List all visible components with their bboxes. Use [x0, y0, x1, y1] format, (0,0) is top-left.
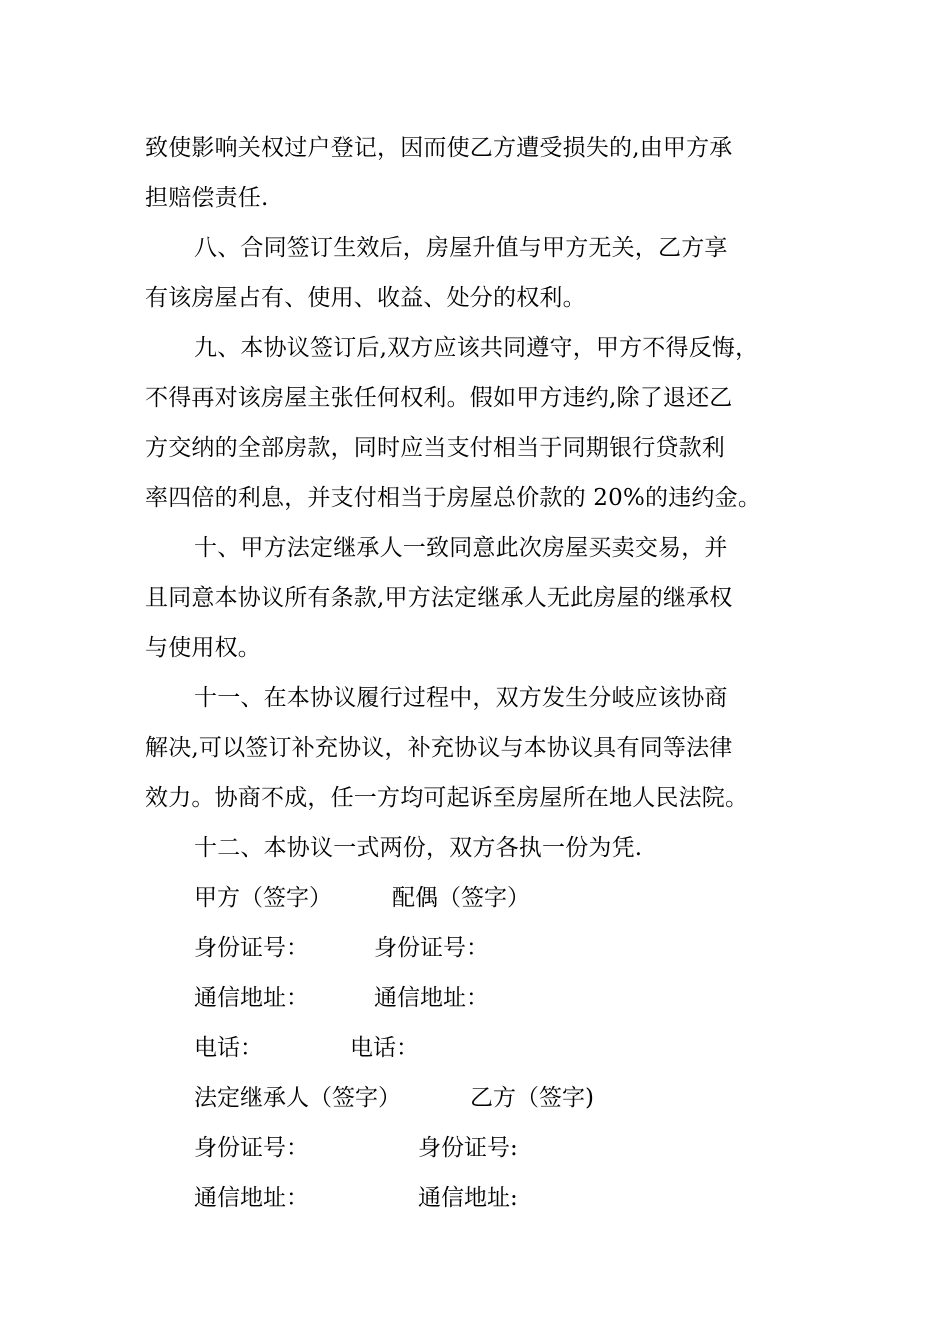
paragraph-line: 解决,可以签订补充协议，补充协议与本协议具有同等法律 [145, 735, 733, 761]
id-number-label: 身份证号： [194, 1135, 309, 1161]
phone-label: 电话： [350, 1035, 419, 1061]
paragraph-line: 不得再对该房屋主张任何权利。假如甲方违约,除了退还乙 [145, 385, 733, 411]
spouse-signature-label: 配偶（签字） [392, 885, 530, 911]
heir-signature-label: 法定继承人（签字） [194, 1085, 401, 1111]
id-number-label: 身份证号： [194, 935, 309, 961]
id-number-label: 身份证号: [418, 1135, 518, 1161]
address-label: 通信地址： [374, 985, 489, 1011]
party-b-signature-label: 乙方（签字) [470, 1085, 594, 1111]
paragraph-line: 效力。协商不成，任一方均可起诉至房屋所在地人民法院。 [145, 785, 749, 811]
clause-10-line: 十、甲方法定继承人一致同意此次房屋买卖交易，并 [194, 535, 728, 561]
address-label: 通信地址： [194, 985, 309, 1011]
paragraph-line: 担赔偿责任. [145, 185, 269, 211]
paragraph-line: 且同意本协议所有条款,甲方法定继承人无此房屋的继承权 [145, 585, 733, 611]
party-a-signature-label: 甲方（签字） [194, 885, 332, 911]
paragraph-line: 有该房屋占有、使用、收益、处分的权利。 [145, 285, 586, 311]
clause-9-line: 九、本协议签订后,双方应该共同遵守，甲方不得反悔， [194, 335, 759, 361]
clause-11-line: 十一、在本协议履行过程中，双方发生分岐应该协商 [194, 685, 728, 711]
address-label: 通信地址: [418, 1185, 518, 1211]
paragraph-line: 方交纳的全部房款，同时应当支付相当于同期银行贷款利 [145, 435, 725, 461]
phone-label: 电话： [194, 1035, 263, 1061]
id-number-label: 身份证号： [374, 935, 489, 961]
clause-8-line: 八、合同签订生效后，房屋升值与甲方无关，乙方享 [194, 235, 728, 261]
paragraph-line: 率四倍的利息，并支付相当于房屋总价款的 20%的违约金。 [145, 485, 762, 511]
clause-12-line: 十二、本协议一式两份，双方各执一份为凭. [194, 835, 643, 861]
address-label: 通信地址： [194, 1185, 309, 1211]
paragraph-line: 致使影响关权过户登记，因而使乙方遭受损失的,由甲方承 [145, 135, 733, 161]
paragraph-line: 与使用权。 [145, 635, 261, 661]
